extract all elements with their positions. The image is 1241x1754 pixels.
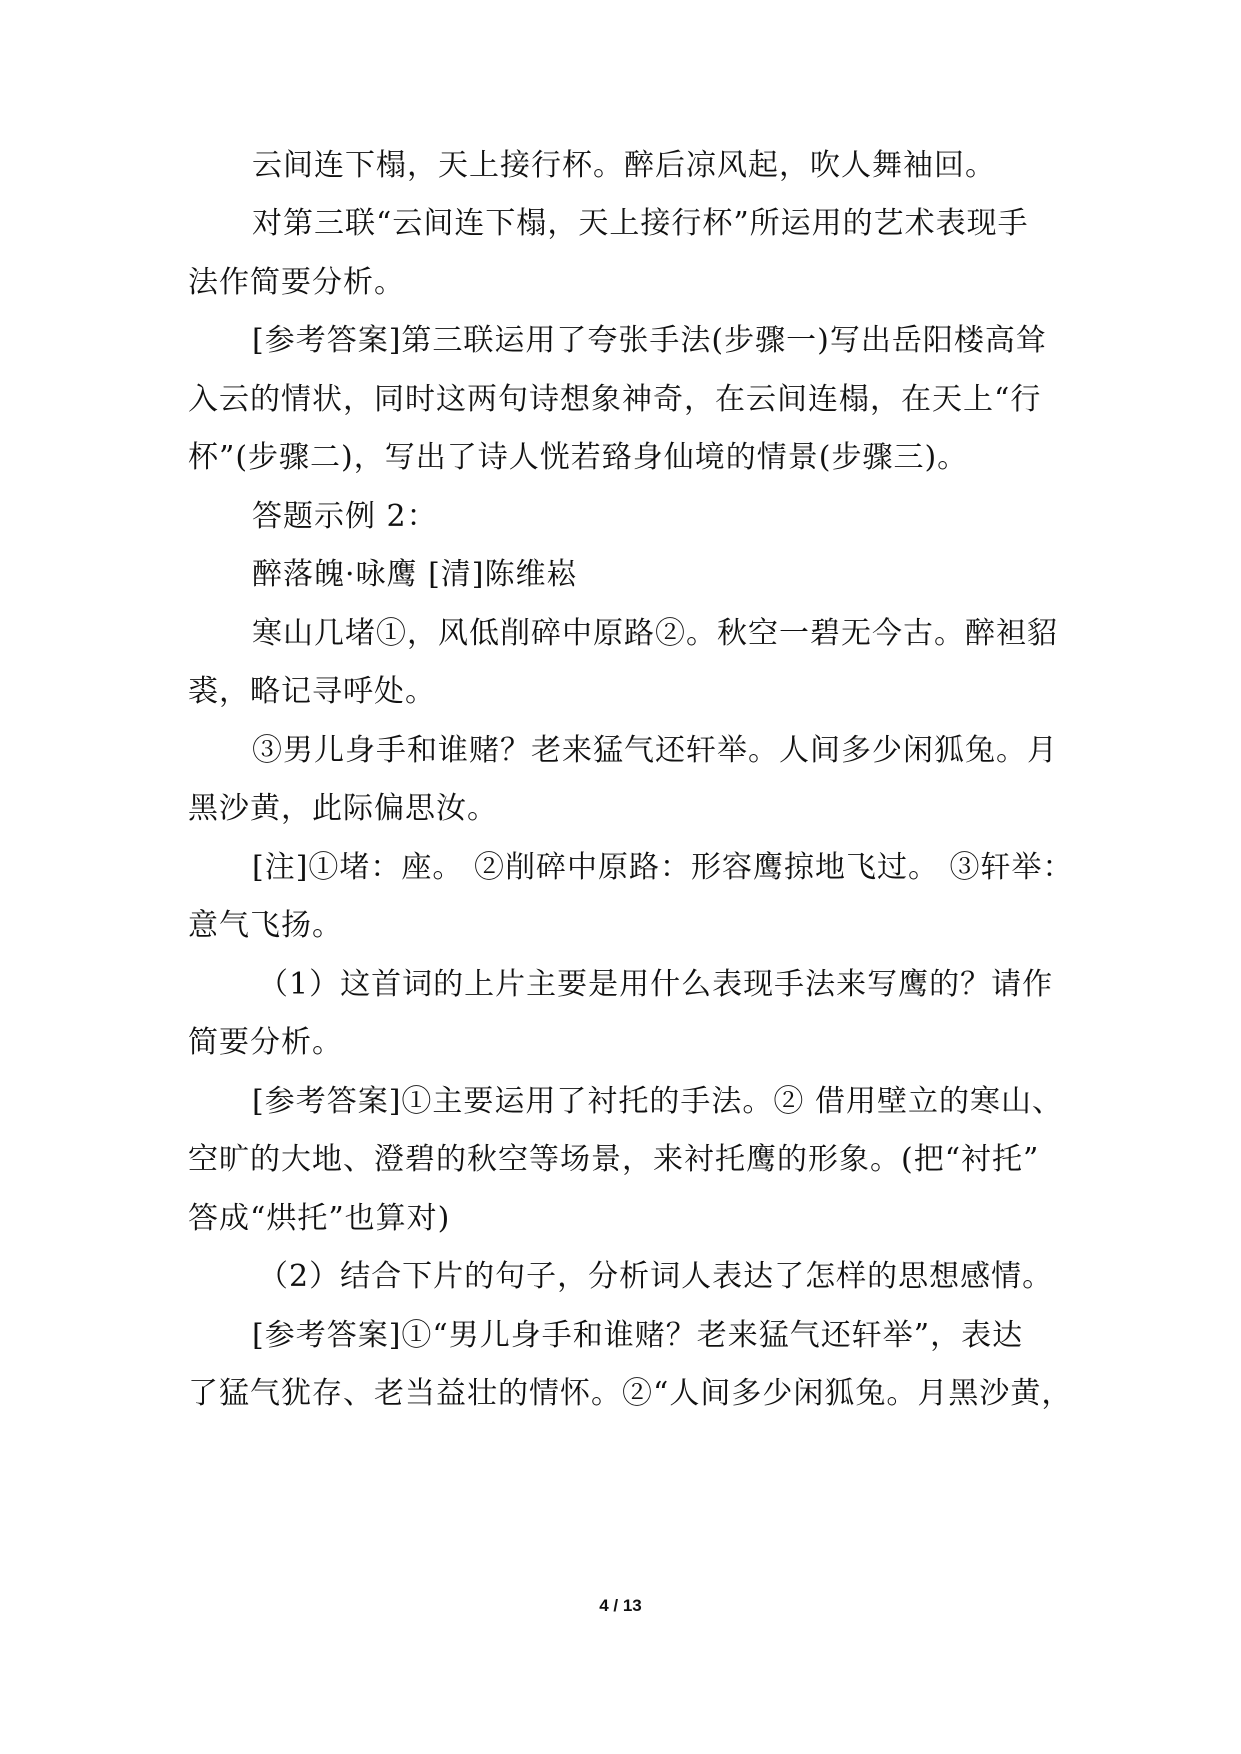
answer-line: 答成“烘托”也算对) xyxy=(188,1201,451,1236)
poem-line: 裘，略记寻呼处。 xyxy=(188,674,436,709)
question-line: （1）这首词的上片主要是用什么表现手法来写鹰的？请作 xyxy=(258,967,1054,1002)
answer-line: [参考答案]①“男儿身手和谁赌？老来猛气还轩举”，表达 xyxy=(252,1318,1024,1353)
note-line: 意气飞扬。 xyxy=(188,908,343,943)
answer-line: [参考答案]①主要运用了衬托的手法。② 借用壁立的寒山、 xyxy=(252,1084,1063,1119)
poem-line: 黑沙黄，此际偏思汝。 xyxy=(188,791,498,826)
poem-line: ③男儿身手和谁赌？老来猛气还轩举。人间多少闲狐兔。月 xyxy=(252,733,1058,768)
section-heading: 答题示例 2： xyxy=(252,499,438,534)
poem-line: 云间连下榻，天上接行杯。醉后凉风起，吹人舞袖回。 xyxy=(252,148,996,183)
poem-title: 醉落魄·咏鹰 [清]陈维崧 xyxy=(252,557,578,592)
question-line: 对第三联“云间连下榻，天上接行杯”所运用的艺术表现手 xyxy=(252,206,1029,241)
poem-line: 寒山几堵①，风低削碎中原路②。秋空一碧无今古。醉袒貂 xyxy=(252,616,1058,651)
answer-line: 空旷的大地、澄碧的秋空等场景，来衬托鹰的形象。(把“衬托” xyxy=(188,1142,1040,1177)
answer-line: 了猛气犹存、老当益壮的情怀。②“人间多少闲狐兔。月黑沙黄， xyxy=(188,1376,1073,1411)
answer-line: 杯”(步骤二)，写出了诗人恍若臵身仙境的情景(步骤三)。 xyxy=(188,440,969,475)
note-line: [注]①堵：座。 ②削碎中原路：形容鹰掠地飞过。 ③轩举： xyxy=(252,850,1074,885)
question-line: 简要分析。 xyxy=(188,1025,343,1060)
question-line: （2）结合下片的句子，分析词人表达了怎样的思想感情。 xyxy=(258,1259,1054,1294)
question-line: 法作简要分析。 xyxy=(188,265,405,300)
page-number: 4 / 13 xyxy=(599,1596,642,1615)
answer-line: 入云的情状，同时这两句诗想象神奇，在云间连榻，在天上“行 xyxy=(188,382,1042,417)
answer-line: [参考答案]第三联运用了夸张手法(步骤一)写出岳阳楼高耸 xyxy=(252,323,1047,358)
